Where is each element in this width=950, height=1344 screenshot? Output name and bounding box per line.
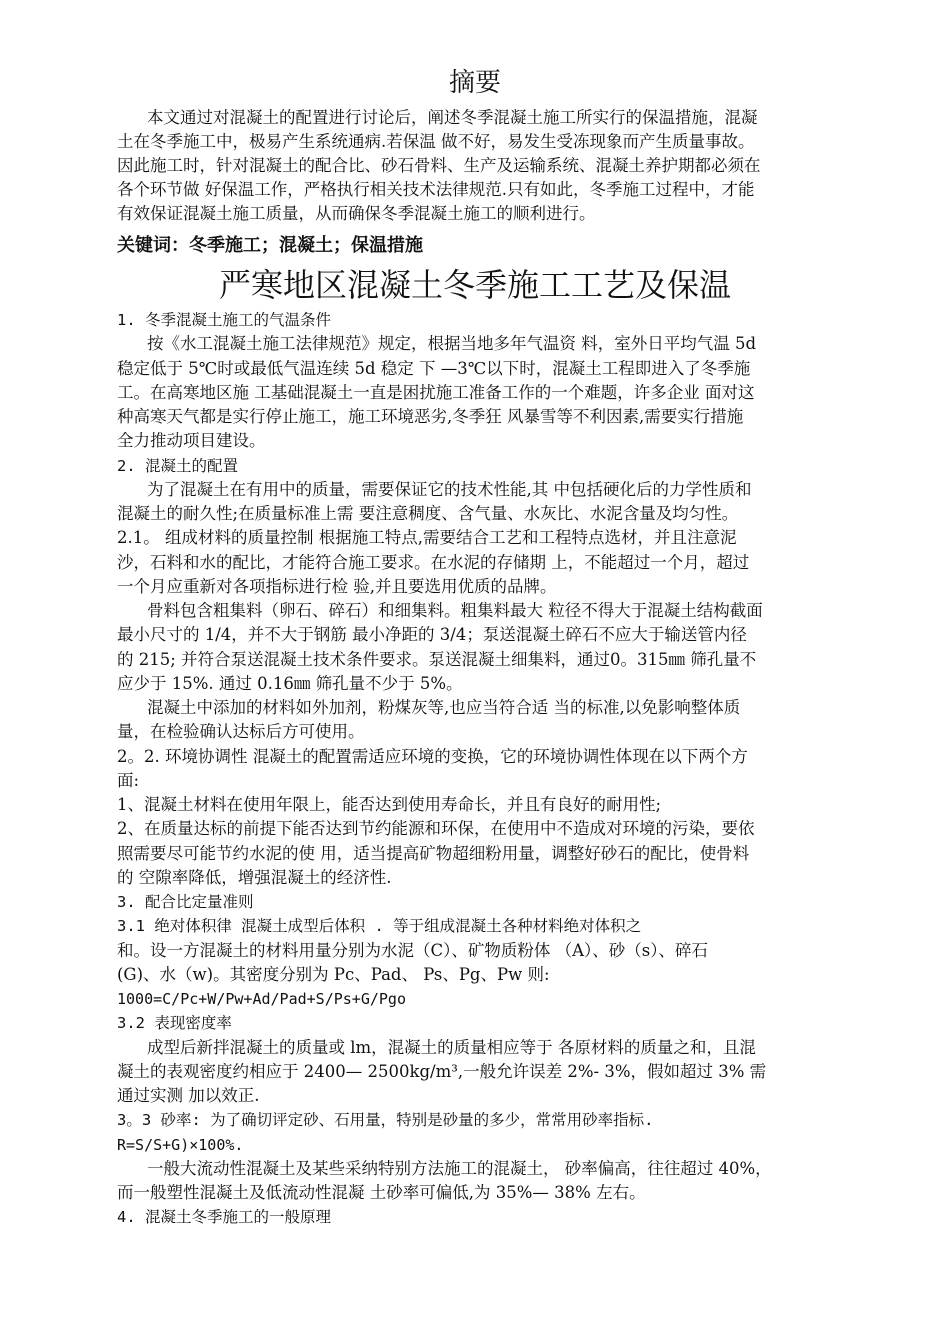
section-heading: 1. 冬季混凝土施工的气温条件 xyxy=(117,311,331,329)
section-heading: 4. 混凝土冬季施工的一般原理 xyxy=(117,1208,331,1226)
body-line: 2。2. 环境协调性 混凝土的配置需适应环境的变换，它的环境协调性体现在以下两个方 xyxy=(117,747,748,766)
body-line: 成型后新拌混凝土的质量或 lm，混凝土的质量相应等于 各原材料的质量之和，且混 xyxy=(147,1038,756,1057)
body-line: 1、混凝土材料在使用年限上，能否达到使用寿命长，并且有良好的耐用性; xyxy=(117,795,662,814)
section-heading: 3. 配合比定量准则 xyxy=(117,893,254,911)
body-line: 一般大流动性混凝土及某些采纳特别方法施工的混凝土， 砂率偏高，往往超过 40%， xyxy=(147,1159,772,1178)
body-line: 1000=C/Pc+W/Pw+Ad/Pad+S/Ps+G/Pgo xyxy=(117,990,406,1008)
section-heading: 3。3 砂率: 为了确切评定砂、石用量，特别是砂量的多少，常常用砂率指标. xyxy=(117,1111,654,1129)
body-line: 一个月应重新对各项指标进行检 验,并且要选用优质的品牌。 xyxy=(117,577,557,596)
section-heading: 3.1 绝对体积律 混凝土成型后体积 . 等于组成混凝土各种材料绝对体积之 xyxy=(117,917,642,935)
body-line: 而一般塑性混凝土及低流动性混凝 土砂率可偏低,为 35%— 38% 左右。 xyxy=(117,1183,646,1202)
keywords: 关键词：冬季施工；混凝土；保温措施 xyxy=(117,235,423,256)
body-line: 按《水工混凝土施工法律规范》规定，根据当地多年气温资 料，室外日平均气温 5d xyxy=(147,334,757,353)
body-line: 面: xyxy=(117,771,140,790)
body-line: (G)、水（w)。其密度分别为 Pc、Pad、 Ps、Pg、Pw 则: xyxy=(117,965,550,984)
body-line: 的 空隙率降低，增强混凝土的经济性. xyxy=(117,868,392,887)
section-heading: 2. 混凝土的配置 xyxy=(117,457,238,475)
section-heading: 3.2 表现密度率 xyxy=(117,1014,232,1032)
body-line: 的 215; 并符合泵送混凝土技术条件要求。泵送混凝土细集料，通过0。315㎜ 筛孔量不 xyxy=(117,650,757,669)
abstract-line: 各个环节做 好保温工作，严格执行相关技术法律规范.只有如此，冬季施工过程中，才能 xyxy=(117,180,755,199)
abstract-title: 摘要 xyxy=(448,68,501,98)
main-title: 严寒地区混凝土冬季施工工艺及保温 xyxy=(218,266,731,304)
body-line: 和。设一方混凝土的材料用量分别为水泥（C）、矿物质粉体 （A）、砂（s）、碎石 xyxy=(117,941,709,960)
body-line: 最小尺寸的 1/4，并不大于钢筋 最小净距的 3/4；泵送混凝土碎石不应大于输送管内径 xyxy=(117,625,747,644)
body-line: 应少于 15%. 通过 0.16㎜ 筛孔量不少于 5%。 xyxy=(117,674,463,693)
body-line: 工。在高寒地区施 工基础混凝土一直是困扰施工准备工作的一个难题，许多企业 面对这 xyxy=(117,383,755,402)
body-line: 量，在检验确认达标后方可使用。 xyxy=(117,722,365,741)
abstract-line: 因此施工时，针对混凝土的配合比、砂石骨料、生产及运输系统、混凝土养护期都必须在 xyxy=(117,156,761,175)
body-line: 混凝土的耐久性;在质量标准上需 要注意稠度、含气量、水灰比、水泥含量及均匀性。 xyxy=(117,504,739,523)
body-line: 照需要尽可能节约水泥的使 用，适当提高矿物超细粉用量，调整好砂石的配比，使骨料 xyxy=(117,844,750,863)
body-line: R=S/S+G)×100%. xyxy=(117,1136,244,1154)
body-line: 混凝土中添加的材料如外加剂，粉煤灰等,也应当符合适 当的标准,以免影响整体质 xyxy=(147,698,741,717)
abstract-line: 土在冬季施工中，极易产生系统通病.若保温 做不好，易发生受冻现象而产生质量事故。 xyxy=(117,132,755,151)
body-line: 2、在质量达标的前提下能否达到节约能源和环保，在使用中不造成对环境的污染，要依 xyxy=(117,819,755,838)
abstract-line: 有效保证混凝土施工质量，从而确保冬季混凝土施工的顺利进行。 xyxy=(117,204,596,223)
body-line: 凝土的表观密度约相应于 2400— 2500kg/m³,一般允许误差 2%- 3%，假如超过 3% 需 xyxy=(117,1062,767,1081)
body-line: 种高寒天气都是实行停止施工，施工环境恶劣,冬季狂 风暴雪等不利因素,需要实行措施 xyxy=(117,407,744,426)
body-line: 稳定低于 5℃时或最低气温连续 5d 稳定 下 —3℃以下时，混凝土工程即进入了冬季施 xyxy=(117,359,751,378)
body-line: 通过实测 加以效正. xyxy=(117,1086,260,1105)
body-line: 2.1。 组成材料的质量控制 根据施工特点,需要结合工艺和工程特点选材，并且注意泥 xyxy=(117,528,737,547)
abstract-line: 本文通过对混凝土的配置进行讨论后，阐述冬季混凝土施工所实行的保温措施，混凝 xyxy=(147,108,758,127)
body-line: 骨料包含粗集料（卵石、碎石）和细集料。粗集料最大 粒径不得大于混凝土结构截面 xyxy=(147,601,763,620)
body-line: 全力推动项目建设。 xyxy=(117,431,266,450)
body-line: 为了混凝土在有用中的质量，需要保证它的技术性能,其 中包括硬化后的力学性质和 xyxy=(147,480,752,499)
body-line: 沙，石料和水的配比，才能符合施工要求。在水泥的存储期 上，不能超过一个月，超过 xyxy=(117,553,750,572)
